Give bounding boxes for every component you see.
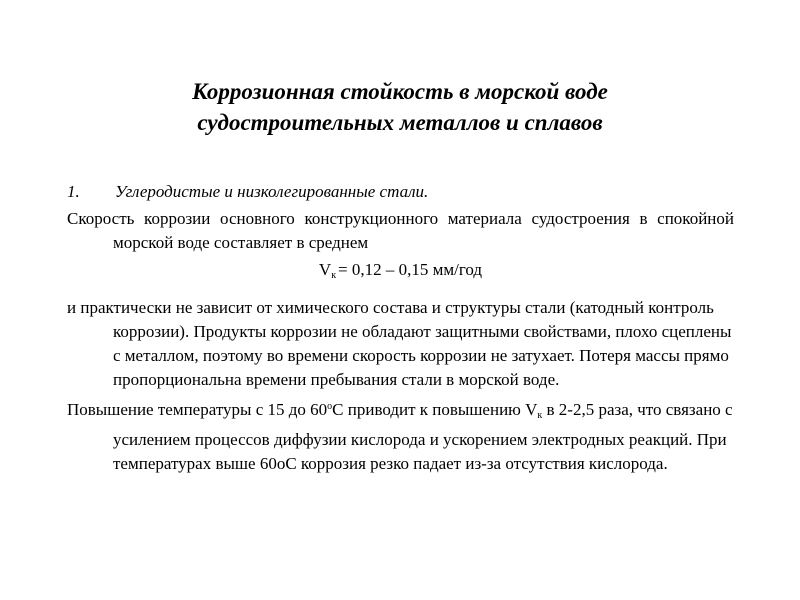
paragraph-corrosion-rate: Скорость коррозии основного конструкционного материала судостроения в спокойной морской воде составляет в среднем — [67, 209, 734, 252]
title-line-1: Коррозионная стойкость в морской воде — [192, 79, 608, 104]
temp-text-2: С приводит к повышению V — [332, 400, 538, 419]
formula-corrosion-rate — [67, 258, 734, 288]
title-line-2: судостроительных металлов и сплавов — [197, 110, 603, 135]
temp-text-3: в 2-2,5 раза, что связано с усилением процессов диффузии кислорода и ускорением электродных реакций. При температурах выше 60оС коррозия резко падает из-за отсутствия кислорода. — [113, 400, 733, 473]
section-number: 1. — [67, 182, 80, 201]
degree-sign: о — [327, 401, 333, 412]
formula-subscript: к — [331, 270, 337, 281]
temp-text-1: Повышение температуры с 15 до 60 — [67, 400, 328, 419]
slide-body — [67, 180, 734, 479]
paragraph-temperature — [67, 395, 734, 476]
slide-title — [80, 76, 720, 138]
temp-subscript: к — [537, 410, 543, 421]
section-label: Углеродистые и низколегированные стали. — [115, 182, 429, 201]
paragraph-composition: и практически не зависит от химического состава и структуры стали (катодный контроль коррозии). Продукты коррозии не обладают защитными свойствами, плохо сцеплены с металлом, поэтому во времени скорость коррозии не затухает. Потеря массы прямо пропорциональна времени пребывания стали в морской воде. — [67, 298, 732, 389]
formula-symbol: V — [318, 260, 332, 279]
formula-value: = 0,12 – 0,15 мм/год — [338, 260, 483, 279]
section-heading — [67, 180, 734, 204]
